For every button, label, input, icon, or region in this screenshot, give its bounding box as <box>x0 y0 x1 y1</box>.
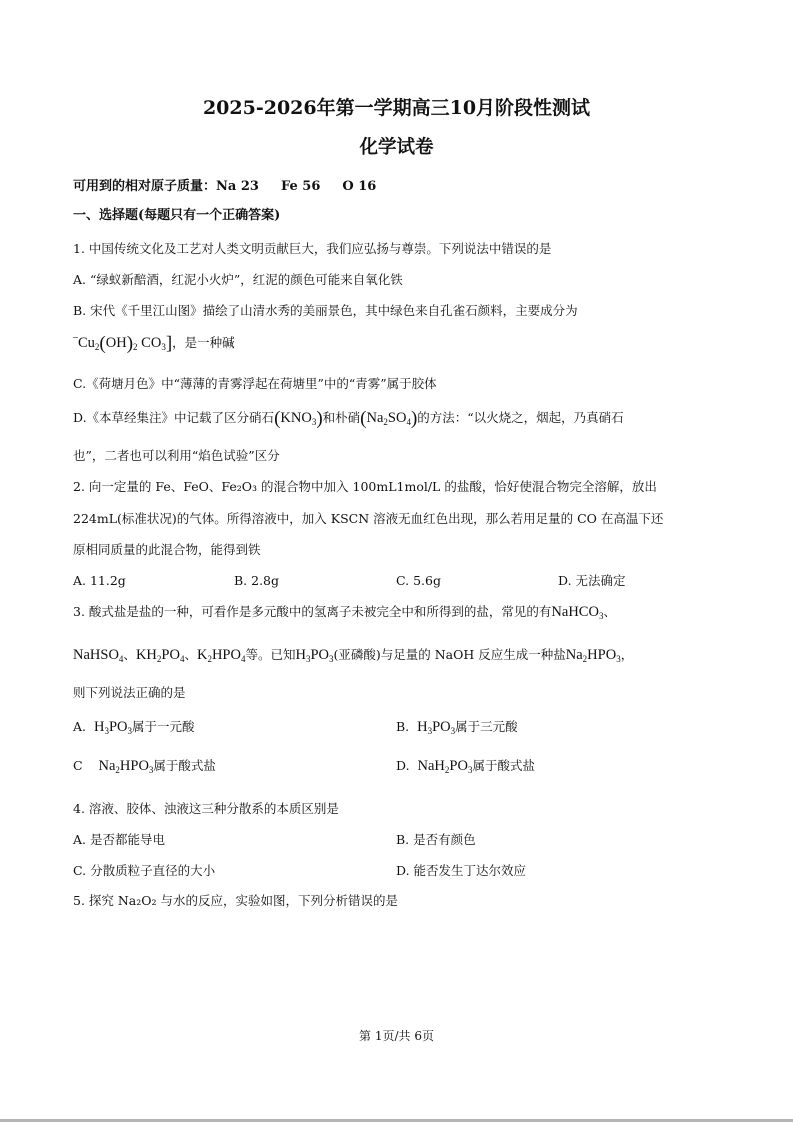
q3-option-a <box>73 719 195 735</box>
atomic-mass-label: 可用到的相对原子质量： <box>73 179 217 194</box>
formula-k2hpo4: $K_2HPO_4$ <box>196 647 246 664</box>
q1-option-b-line1: B. 宋代《千里江山图》描绘了山清水秀的美丽景色，其中绿色来自孔雀石颜料，主要成分为 <box>73 303 578 318</box>
formula-na2so4: $(Na_2SO_4)$ <box>360 408 418 429</box>
q3-sep3: 、 <box>184 647 197 662</box>
formula-nah2po3: $NaH_2PO_3$ <box>417 758 473 775</box>
exam-title: 2025-2026年第一学期高三10月阶段性测试 <box>202 97 591 119</box>
section-title: 一、选择题(每题只有一个正确答案) <box>73 208 281 223</box>
fe-mass: Fe 56 <box>280 179 321 194</box>
formula-h3po3-b: $H_3PO_3$ <box>417 719 456 736</box>
q3-sep2: 、 <box>123 647 136 662</box>
formula-kh2po4: $KH_2PO_4$ <box>135 647 185 664</box>
q1-d-pre: D.《本草经集注》中记载了区分硝石 <box>73 410 275 425</box>
q5-stem: 5. 探究 Na₂O₂ 与水的反应，实验如图，下列分析错误的是 <box>73 893 399 908</box>
formula-nahso4: NaHSO$_4$ <box>73 647 124 664</box>
formula-na2hpo3: $Na_2HPO_3$ <box>565 647 621 664</box>
na-mass: Na 23 <box>216 179 259 194</box>
q3-l2-mid: 等。已知 <box>245 647 296 662</box>
q3-d-text: 属于酸式盐 <box>472 758 535 773</box>
q3-stem-line1 <box>73 604 616 620</box>
q3-b-label: B. <box>396 719 410 734</box>
q3-option-b <box>396 719 518 735</box>
q1-d-post: 的方法：“以火烧之，烟起，乃真硝石 <box>417 410 624 425</box>
q3-sep1: 、 <box>603 604 616 619</box>
formula-nahco3: NaHCO$_3$ <box>551 604 604 621</box>
formula-kno3: $(KNO_3)$ <box>274 408 323 429</box>
formula-h3po3: $H_3PO_3$ <box>295 647 334 664</box>
q3-comma: ， <box>620 647 634 662</box>
q3-l1-text: 3. 酸式盐是盐的一种，可看作是多元酸中的氢离子未被完全中和所得到的盐，常见的有 <box>73 604 552 619</box>
q2-option-d: D. 无法确定 <box>558 573 626 588</box>
page-number: 第 1页/共 6页 <box>359 1029 434 1043</box>
q3-l2-acid: (亚磷酸)与足量的 NaOH 反应生成一种盐 <box>333 647 566 662</box>
o-mass: O 16 <box>342 179 377 194</box>
formula-na2hpo3-c: $Na_2HPO_3$ <box>98 758 154 775</box>
q2-option-a: A. 11.2g <box>73 573 126 588</box>
q2-option-c: C. 5.6g <box>396 573 441 588</box>
q4-option-a: A. 是否都能导电 <box>73 832 165 847</box>
q3-a-text: 属于一元酸 <box>132 719 195 734</box>
q4-option-d: D. 能否发生丁达尔效应 <box>396 863 527 878</box>
q1-option-d-line2: 也”，二者也可以利用“焰色试验”区分 <box>73 448 280 463</box>
q4-stem: 4. 溶液、胶体、浊液这三种分散系的本质区别是 <box>73 801 339 816</box>
q2-stem-line2: 224mL(标准状况)的气体。所得溶液中，加入 KSCN 溶液无血红色出现，那么若用足量的 CO 在高温下还 <box>73 511 664 526</box>
q2-option-b: B. 2.8g <box>234 573 280 588</box>
q3-c-label: C <box>73 758 83 773</box>
q3-stem-line3: 则下列说法正确的是 <box>73 685 186 700</box>
q4-option-c: C. 分散质粒子直径的大小 <box>73 863 216 878</box>
q2-stem-line1: 2. 向一定量的 Fe、FeO、Fe₂O₃ 的混合物中加入 100mL1mol/L 的盐酸，恰好使混合物完全溶解，放出 <box>73 479 657 494</box>
q2-stem-line3: 原相同质量的此混合物，能得到铁 <box>73 542 261 557</box>
q1-option-a: A. “绿蚁新醅酒，红泥小火炉”，红泥的颜色可能来自氧化铁 <box>73 272 403 287</box>
q1-stem: 1. 中国传统文化及工艺对人类文明贡献巨大，我们应弘扬与尊崇。下列说法中错误的是 <box>73 241 552 256</box>
q3-a-label: A. <box>73 719 87 734</box>
formula-h3po3-a: $H_3PO_3$ <box>93 719 132 736</box>
q1-b-tail: ，是一种碱 <box>172 335 235 350</box>
q3-stem-line2 <box>73 647 633 663</box>
q3-b-text: 属于三元酸 <box>455 719 518 734</box>
q1-option-d-line1 <box>73 410 624 427</box>
formula-malachite: $^-Cu_2(OH)_2$ $CO_3$] <box>73 332 173 354</box>
q1-option-b-line2 <box>73 332 235 354</box>
exam-subtitle: 化学试卷 <box>359 137 434 158</box>
q3-option-c <box>73 758 216 774</box>
q4-option-b: B. 是否有颜色 <box>396 832 476 847</box>
atomic-mass-info <box>73 179 376 195</box>
q3-c-text: 属于酸式盐 <box>153 758 216 773</box>
q1-d-mid: 和朴硝 <box>322 410 361 425</box>
q3-option-d <box>396 758 535 774</box>
q3-d-label: D. <box>396 758 410 773</box>
q1-option-c: C.《荷塘月色》中“薄薄的青雾浮起在荷塘里”中的“青雾”属于胶体 <box>73 376 437 391</box>
